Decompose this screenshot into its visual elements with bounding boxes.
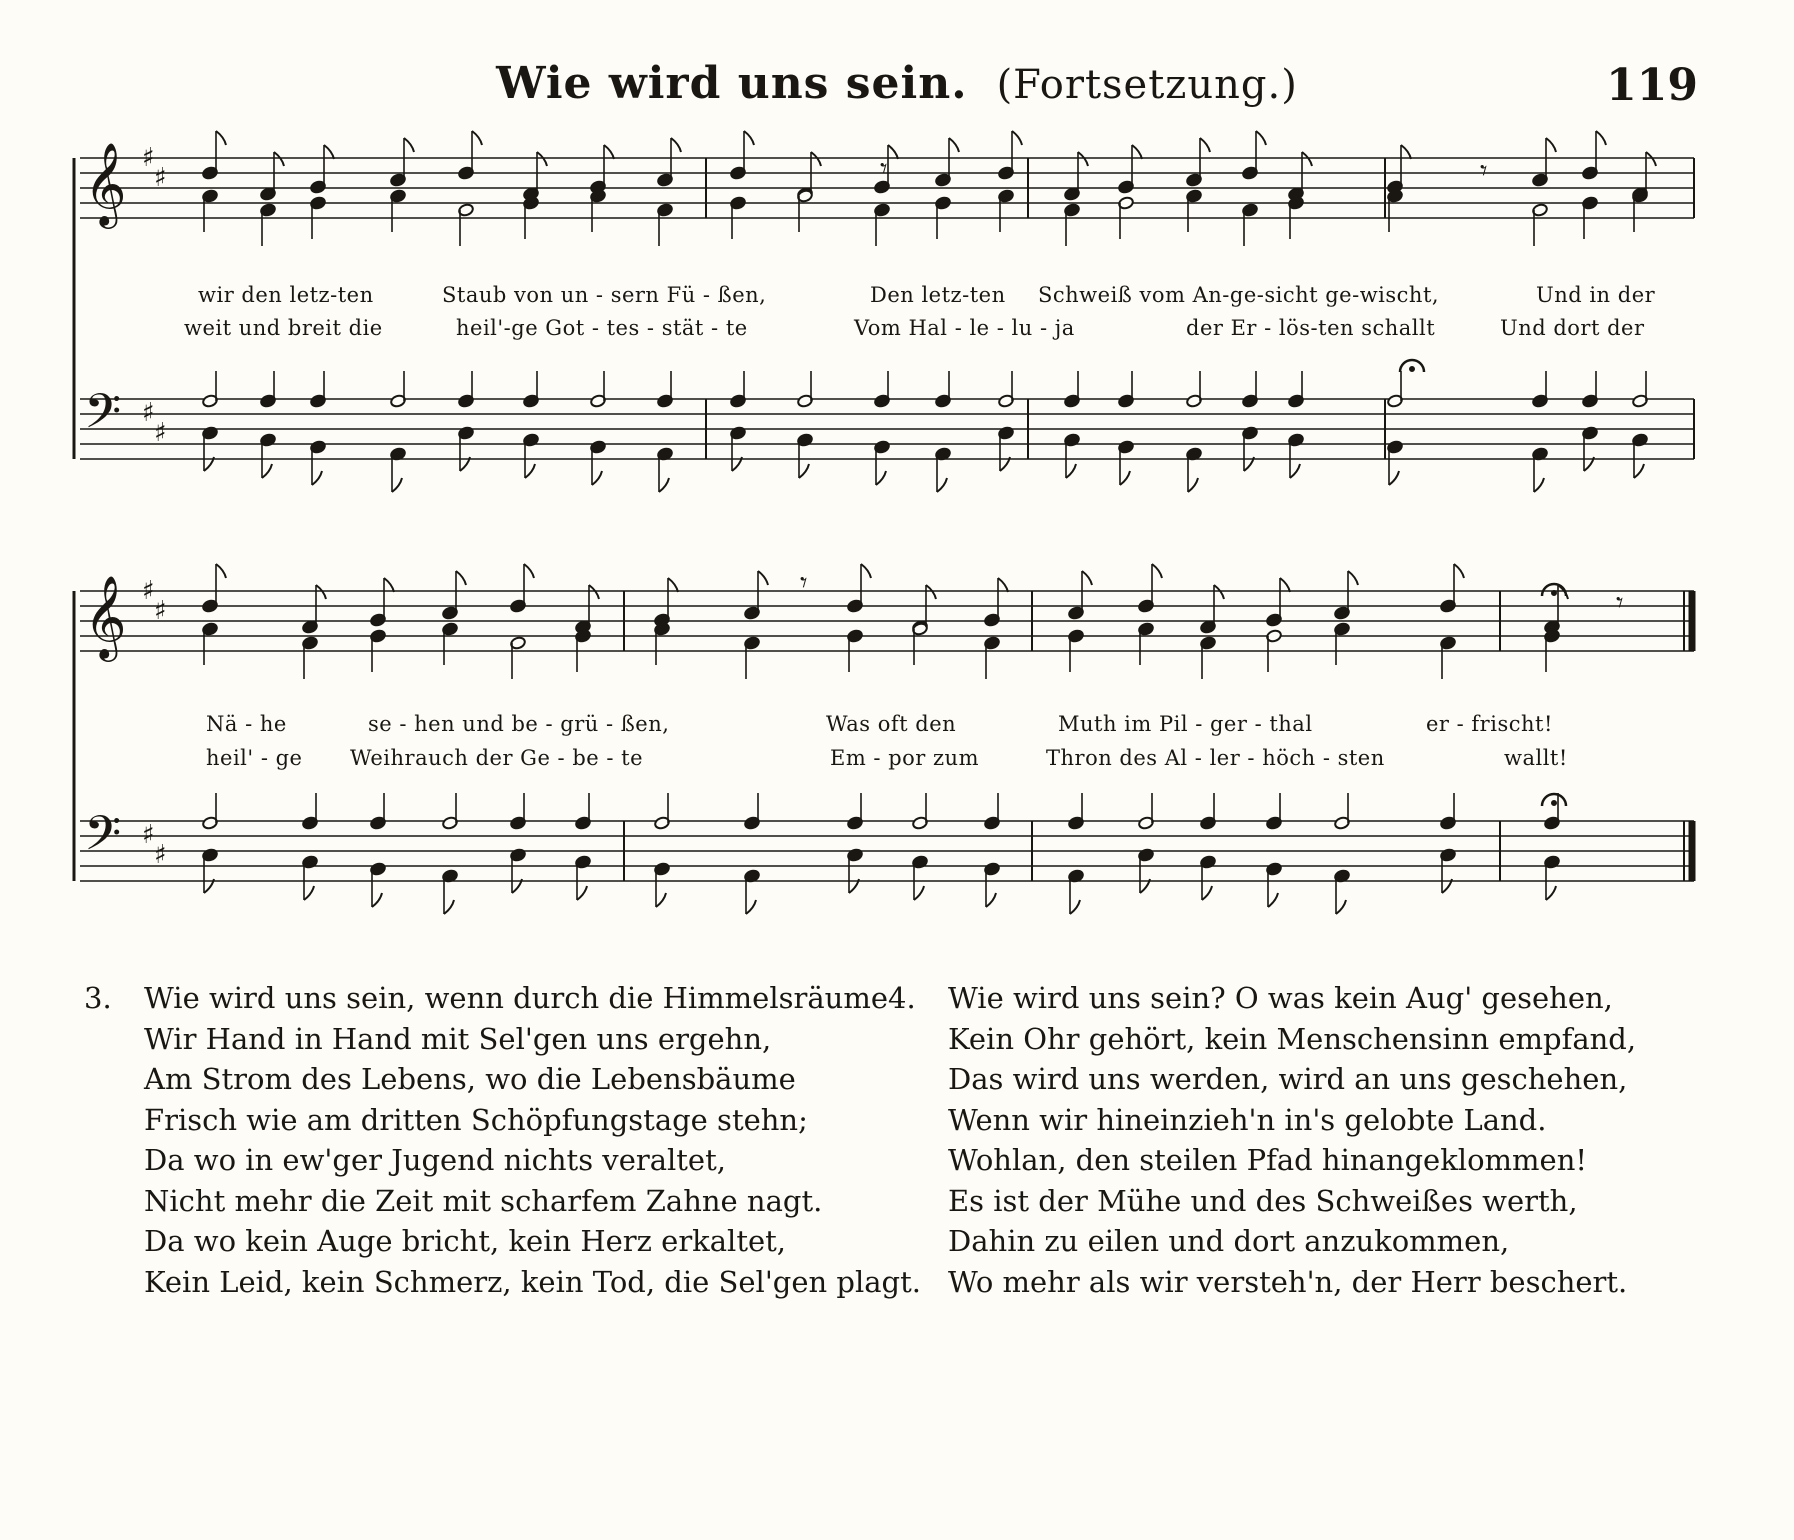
lyric: Staub von un - sern Fü - ßen, — [442, 283, 767, 307]
key-sharp: ♯ — [154, 163, 167, 193]
note-flag — [324, 145, 334, 159]
note-flag — [1290, 464, 1300, 478]
note-flag — [1256, 131, 1266, 145]
lyric: der Er - lös-ten schallt — [1186, 316, 1436, 340]
note-flag — [372, 893, 382, 907]
lyric: Und in der — [1536, 283, 1656, 307]
verse-line: Wie wird uns sein? O was kein Aug' gesehen, — [948, 981, 1613, 1015]
note-flag — [577, 886, 587, 900]
lyric: Nä - he — [206, 712, 287, 736]
lyric: weit und breit die — [184, 316, 383, 340]
note-flag — [1634, 464, 1644, 478]
lyric: Schweiß vom An-ge-sicht ge-wischt, — [1038, 283, 1440, 307]
verse-line: Frisch wie am dritten Schöpfungstage stehn; — [144, 1102, 808, 1137]
note-flag — [1389, 471, 1399, 485]
lyric: er - frischt! — [1426, 712, 1553, 736]
note-flag — [1546, 886, 1556, 900]
rest: 𝄾 — [1480, 154, 1488, 187]
verse-line: Da wo kein Auge bricht, kein Herz erkaltet, — [144, 1224, 787, 1258]
note-flag — [1152, 564, 1162, 578]
note-flag — [914, 886, 924, 900]
key-sharp: ♯ — [142, 576, 155, 606]
lyric: Vom Hal - le - lu - ja — [854, 316, 1075, 340]
note-flag — [384, 578, 394, 592]
note-flag — [1546, 138, 1556, 152]
lyric: heil'-ge Got - tes - stät - te — [456, 316, 748, 340]
note-flag — [861, 564, 871, 578]
note-flag — [304, 886, 314, 900]
bass-clef: 𝄢 — [84, 383, 122, 451]
rest: 𝄾 — [1616, 586, 1624, 619]
lyric: Und dort der — [1500, 316, 1645, 340]
lyric: Muth im Pil - ger - thal — [1058, 712, 1313, 736]
lyric: wir den letz-ten — [198, 283, 374, 307]
note-flag — [537, 152, 547, 166]
note-flag — [1454, 564, 1464, 578]
note-flag — [1268, 893, 1278, 907]
note-flag — [937, 478, 947, 492]
verse-line: Am Strom des Lebens, wo die Lebensbäume — [144, 1062, 796, 1096]
note-flag — [316, 585, 326, 599]
note-flag — [472, 131, 482, 145]
note-flag — [1214, 585, 1224, 599]
note-flag — [949, 138, 959, 152]
lyric: Thron des Al - ler - höch - sten — [1046, 746, 1385, 770]
note-flag — [1082, 571, 1092, 585]
page-number: 119 — [1606, 60, 1698, 111]
fermata-dot — [1552, 801, 1557, 806]
verse-line: Kein Ohr gehört, kein Menschensinn empfand, — [948, 1021, 1637, 1056]
note-flag — [1200, 138, 1210, 152]
note-flag — [926, 585, 936, 599]
rest: 𝄾 — [800, 566, 808, 599]
treble-clef: 𝄞 — [84, 141, 127, 225]
verse-number: 4. — [888, 981, 916, 1015]
note-flag — [671, 138, 681, 152]
lyric: Was oft den — [826, 712, 957, 736]
note-flag — [525, 464, 535, 478]
note-flag — [404, 138, 414, 152]
key-sharp: ♯ — [154, 840, 167, 870]
note-flag — [876, 471, 886, 485]
note-flag — [744, 131, 754, 145]
fermata-dot — [1410, 367, 1415, 372]
note-flag — [1078, 152, 1088, 166]
lyric: se - hen und be - grü - ßen, — [368, 712, 670, 736]
key-sharp: ♯ — [142, 143, 155, 173]
note-flag — [1336, 900, 1346, 914]
verse-line: Wie wird uns sein, wenn durch die Himmelsräume — [144, 981, 888, 1015]
note-flag — [1012, 131, 1022, 145]
note-flag — [216, 564, 226, 578]
note-flag — [811, 152, 821, 166]
note-flag — [758, 571, 768, 585]
note-flag — [604, 145, 614, 159]
verse-line: Kein Leid, kein Schmerz, kein Tod, die Sel'gen plagt. — [144, 1264, 921, 1299]
verse-line: Wo mehr als wir versteh'n, der Herr beschert. — [948, 1264, 1628, 1299]
note-flag — [1132, 145, 1142, 159]
note-flag — [1401, 145, 1411, 159]
verse-line: Dahin zu eilen und dort anzukommen, — [948, 1224, 1510, 1258]
note-flag — [592, 471, 602, 485]
note-flag — [444, 900, 454, 914]
note-flag — [589, 585, 599, 599]
lyric: heil' - ge — [206, 746, 303, 770]
note-flag — [659, 478, 669, 492]
note-flag — [262, 464, 272, 478]
note-flag — [668, 578, 678, 592]
note-flag — [1280, 578, 1290, 592]
note-flag — [1534, 478, 1544, 492]
note-flag — [986, 893, 996, 907]
verse-4 — [888, 978, 1637, 1302]
title-main: Wie wird uns sein. — [496, 58, 968, 109]
key-sharp: ♯ — [154, 418, 167, 448]
lyric: Den letz-ten — [870, 283, 1006, 307]
note-flag — [1302, 152, 1312, 166]
note-flag — [456, 571, 466, 585]
lyric: Em - por zum — [830, 746, 979, 770]
note-flag — [1646, 152, 1656, 166]
verse-3 — [84, 978, 921, 1302]
verse-line: Das wird uns werden, wird an uns geschehen, — [948, 1062, 1628, 1096]
lyric: Weihrauch der Ge - be - te — [350, 746, 644, 770]
key-sharp: ♯ — [154, 596, 167, 626]
note-flag — [888, 145, 898, 159]
rest: 𝄾 — [880, 152, 888, 185]
verse-line: Wohlan, den steilen Pfad hinangeklommen! — [948, 1143, 1588, 1177]
note-flag — [799, 464, 809, 478]
note-flag — [392, 478, 402, 492]
note-flag — [1188, 478, 1198, 492]
key-sharp: ♯ — [142, 398, 155, 428]
note-flag — [1202, 886, 1212, 900]
verse-line: Es ist der Mühe und des Schweißes werth, — [948, 1183, 1578, 1218]
note-flag — [656, 893, 666, 907]
note-flag — [746, 900, 756, 914]
key-sharp: ♯ — [142, 820, 155, 850]
verse-line: Da wo in ew'ger Jugend nichts veraltet, — [144, 1143, 726, 1177]
note-flag — [216, 131, 226, 145]
verse-line: Wir Hand in Hand mit Sel'gen uns ergehn, — [144, 1021, 772, 1056]
note-flag — [524, 564, 534, 578]
bass-clef: 𝄢 — [84, 805, 122, 873]
note-flag — [1120, 471, 1130, 485]
note-flag — [1348, 571, 1358, 585]
verse-line: Wenn wir hineinzieh'n in's gelobte Land. — [948, 1102, 1547, 1137]
verse-number: 3. — [84, 981, 112, 1015]
note-flag — [998, 578, 1008, 592]
note-flag — [274, 152, 284, 166]
verse-line: Nicht mehr die Zeit mit scharfem Zahne nagt. — [144, 1183, 823, 1218]
note-flag — [312, 471, 322, 485]
note-flag — [1596, 131, 1606, 145]
note-flag — [1066, 464, 1076, 478]
note-flag — [1070, 900, 1080, 914]
fermata-dot — [1552, 591, 1557, 596]
treble-clef: 𝄞 — [84, 574, 127, 658]
title-continuation: (Fortsetzung.) — [996, 62, 1298, 108]
lyric: wallt! — [1504, 746, 1568, 770]
